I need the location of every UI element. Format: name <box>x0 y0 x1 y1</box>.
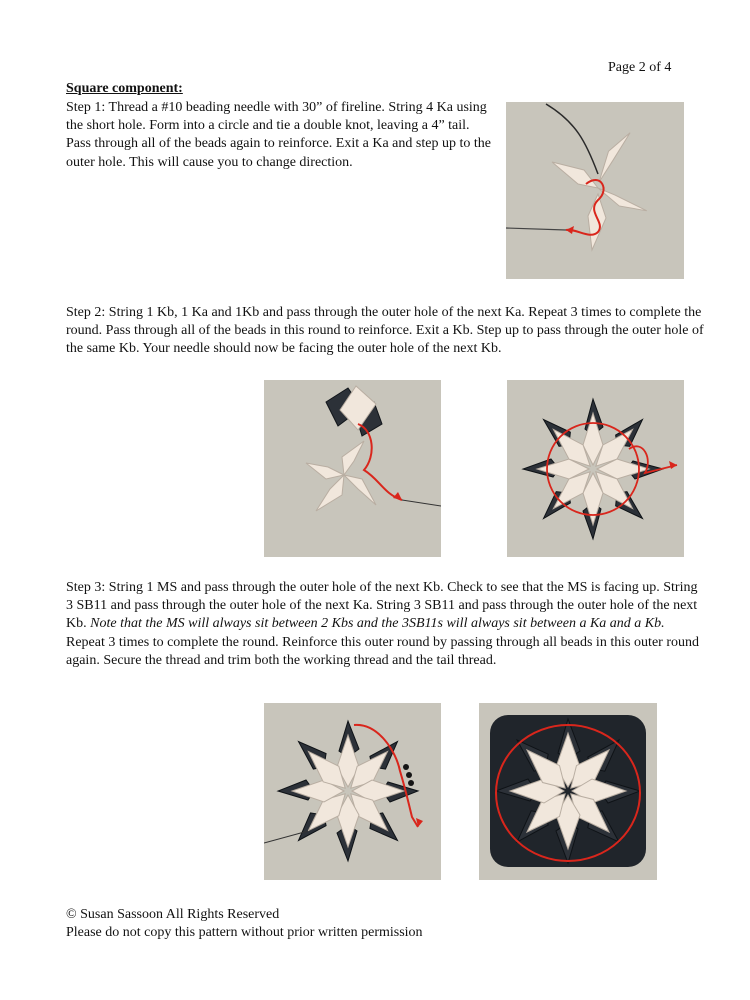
footer <box>66 906 423 942</box>
copyright-text: © Susan Sassoon All Rights Reserved <box>66 907 280 922</box>
step-3-photo-complete <box>479 703 657 880</box>
step-3-photo-partial <box>264 703 441 880</box>
step-2-text: Step 2: String 1 Kb, 1 Ka and 1Kb and pass through the outer hole of the next Ka. Repeat 3 times to complete the round. Pass through all of the beads in this round to reinforce. Exit a Kb. Step up to pass through the outer hole of the same Kb. Your needle should now be facing the outer hole of the next Kb. <box>66 305 704 357</box>
step-3-text-b: Repeat 3 times to complete the round. Reinforce this outer round by passing through all beads in this outer round again. Secure the thread and trim both the working thread and the tail thread. <box>66 634 699 668</box>
step-3-text <box>66 579 706 670</box>
step-3-note: Note that the MS will always sit between 2 Kbs and the 3SB11s will always sit between a Ka and a Kb. <box>90 616 665 632</box>
step-2-photo-partial <box>264 380 441 557</box>
step-3-text-a: Step 3: String 1 MS and pass through the outer hole of the next Kb. Check to see that the MS is facing up. String 3 SB11 and pass through the outer hole of the next Ka. String 3 SB11 and pass through the outer hole of the next Kb. <box>66 580 698 632</box>
section-heading: Square component: <box>66 81 183 96</box>
page-number: Page 2 of 4 <box>608 60 672 75</box>
step-1-text: Step 1: Thread a #10 beading needle with 30” of fireline. String 4 Ka using the short hole. Form into a circle and tie a double knot, leaving a 4” tail. Pass through all of the beads again to reinforce. Exit a Ka and step up to the outer hole. This will cause you to change direction. <box>66 100 491 170</box>
step-1-photo <box>506 102 684 279</box>
step-2-photo-complete <box>507 380 684 557</box>
permission-notice: Please do not copy this pattern without prior written permission <box>66 925 423 940</box>
